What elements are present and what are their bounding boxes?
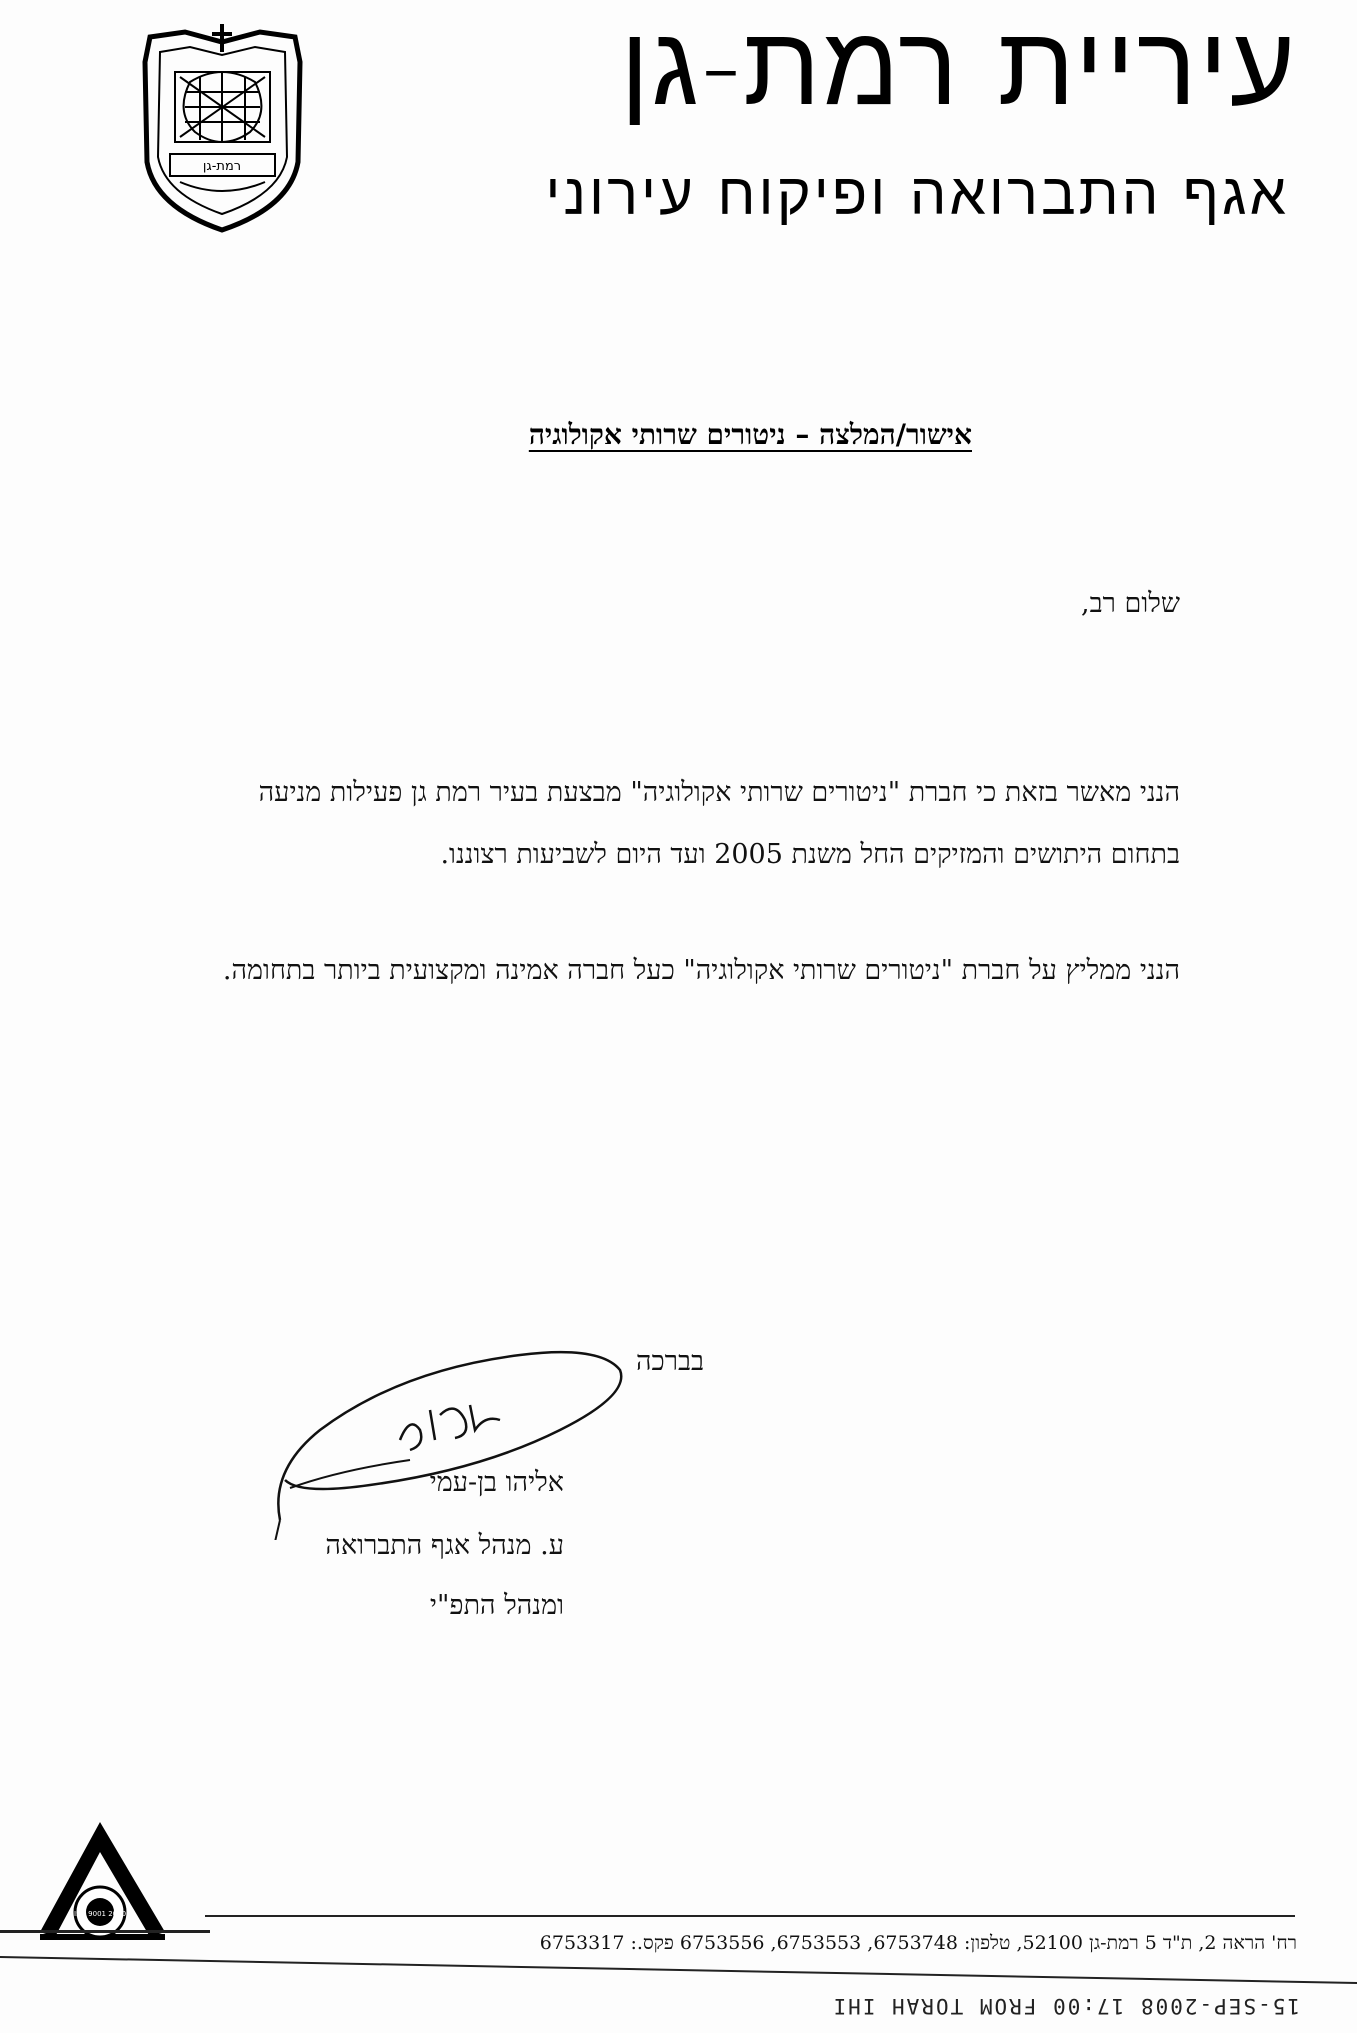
fax-edge-line: [0, 1955, 1357, 1985]
iso-certification-logo-icon: [30, 1812, 175, 1972]
paragraph-recommendation: הנני ממליץ על חברת "ניטורים שרותי אקולוגיה" כעל חברה אמינה ומקצועית ביותר בתחומה.: [222, 955, 1180, 986]
closing: בברכה: [635, 1346, 704, 1377]
municipal-crest-icon: [130, 22, 315, 237]
organization-name: עיריית רמת-גן: [620, 1, 1297, 131]
greeting: שלום רב,: [1081, 588, 1180, 619]
signer-role-line1: ע. מנהל אגף התברואה: [325, 1530, 564, 1561]
letter-subject: אישור/המלצה – ניטורים שרותי אקולוגיה: [528, 418, 972, 451]
department-name: אגף התברואה ופיקוח עירוני: [545, 160, 1289, 228]
footer-rule: [205, 1915, 1295, 1917]
paragraph-approval: הנני מאשר בזאת כי חברת "ניטורים שרותי אקולוגיה" מבצעת בעיר רמת גן פעילות מניעה בתחום היתושים והמזיקים החל משנת 2005 ועד היום לשביעות רצוננו.: [258, 777, 1180, 870]
handwritten-signature: [260, 1320, 660, 1540]
svg-text:ISO 9001 2000: ISO 9001 2000: [73, 1910, 127, 1918]
footer-rule-left: [0, 1930, 210, 1933]
fax-stamp: 15-SEP-2008 17:00 FROM TORAH IHI: [831, 1994, 1300, 2018]
footer-address: רח' הראה 2, ת"ד 5 רמת-גן 52100, טלפון: 6753748, 6753553, 6753556 פקס.: 6753317: [539, 1932, 1297, 1954]
svg-text:רמת-גן: רמת-גן: [202, 159, 242, 174]
signer-name: אליהו בן-עמי: [429, 1467, 564, 1498]
signer-role-line2: ומנהל התפ"י: [429, 1590, 564, 1621]
